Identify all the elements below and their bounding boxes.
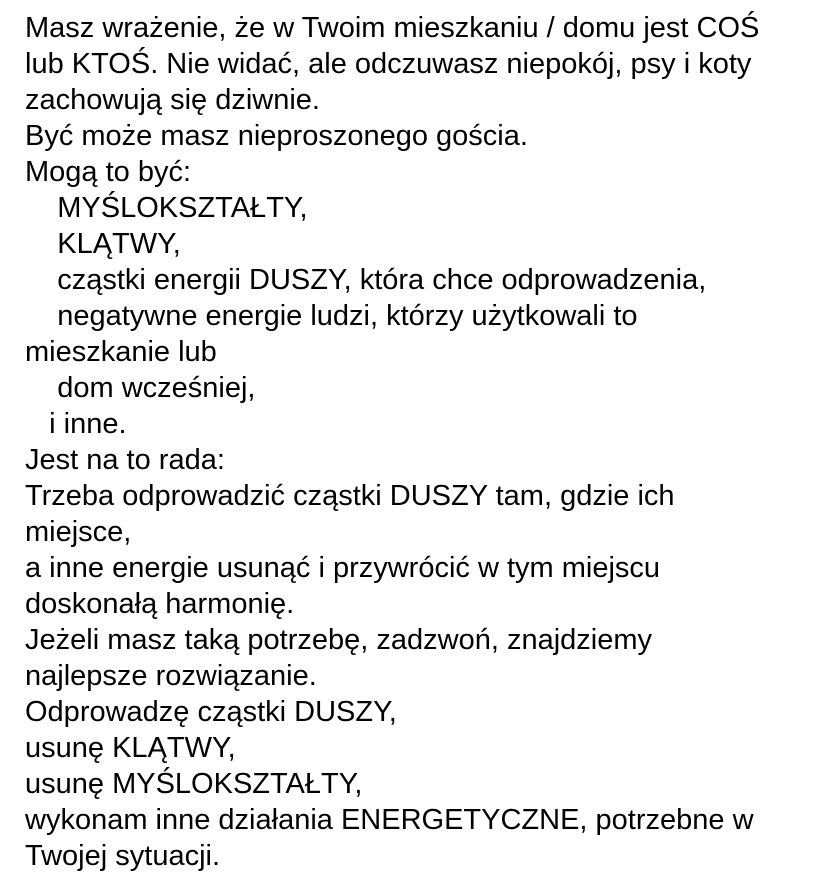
text-line: najlepsze rozwiązanie. [25,660,317,692]
text-line: cząstki energii DUSZY, która chce odprowadzenia, [25,264,707,296]
text-line: mieszkanie lub [25,336,217,368]
text-line: Odprowadzę cząstki DUSZY, [25,696,397,728]
text-line: Jest na to rada: [25,444,225,476]
text-line: KLĄTWY, [25,228,181,260]
text-line: dom wcześniej, [25,372,256,404]
text-line: zachowują się dziwnie. [25,84,320,116]
text-line: negatywne energie ludzi, którzy użytkowali to [25,300,638,332]
text-line: a inne energie usunąć i przywrócić w tym miejscu [25,552,661,584]
text-line: Trzeba odprowadzić cząstki DUSZY tam, gdzie ich [25,480,675,512]
text-line: Jeżeli masz taką potrzebę, zadzwoń, znajdziemy [25,624,653,656]
text-line: miejsce, [25,516,132,548]
text-line: doskonałą harmonię. [25,588,295,620]
text-line: usunę KLĄTWY, [25,732,236,764]
text-line: Masz wrażenie, że w Twoim mieszkaniu / domu jest COŚ [25,12,760,44]
text-line: Twojej sytuacji. [25,840,221,872]
text-line: wykonam inne działania ENERGETYCZNE, potrzebne w [25,804,754,836]
text-line: MYŚLOKSZTAŁTY, [25,192,308,224]
text-line: usunę MYŚLOKSZTAŁTY, [25,768,363,800]
text-line: i inne. [25,408,127,440]
text-line: Być może masz nieproszonego gościa. [25,120,528,152]
text-line: Mogą to być: [25,156,192,188]
text-line: lub KTOŚ. Nie widać, ale odczuwasz niepokój, psy i koty [25,48,752,80]
